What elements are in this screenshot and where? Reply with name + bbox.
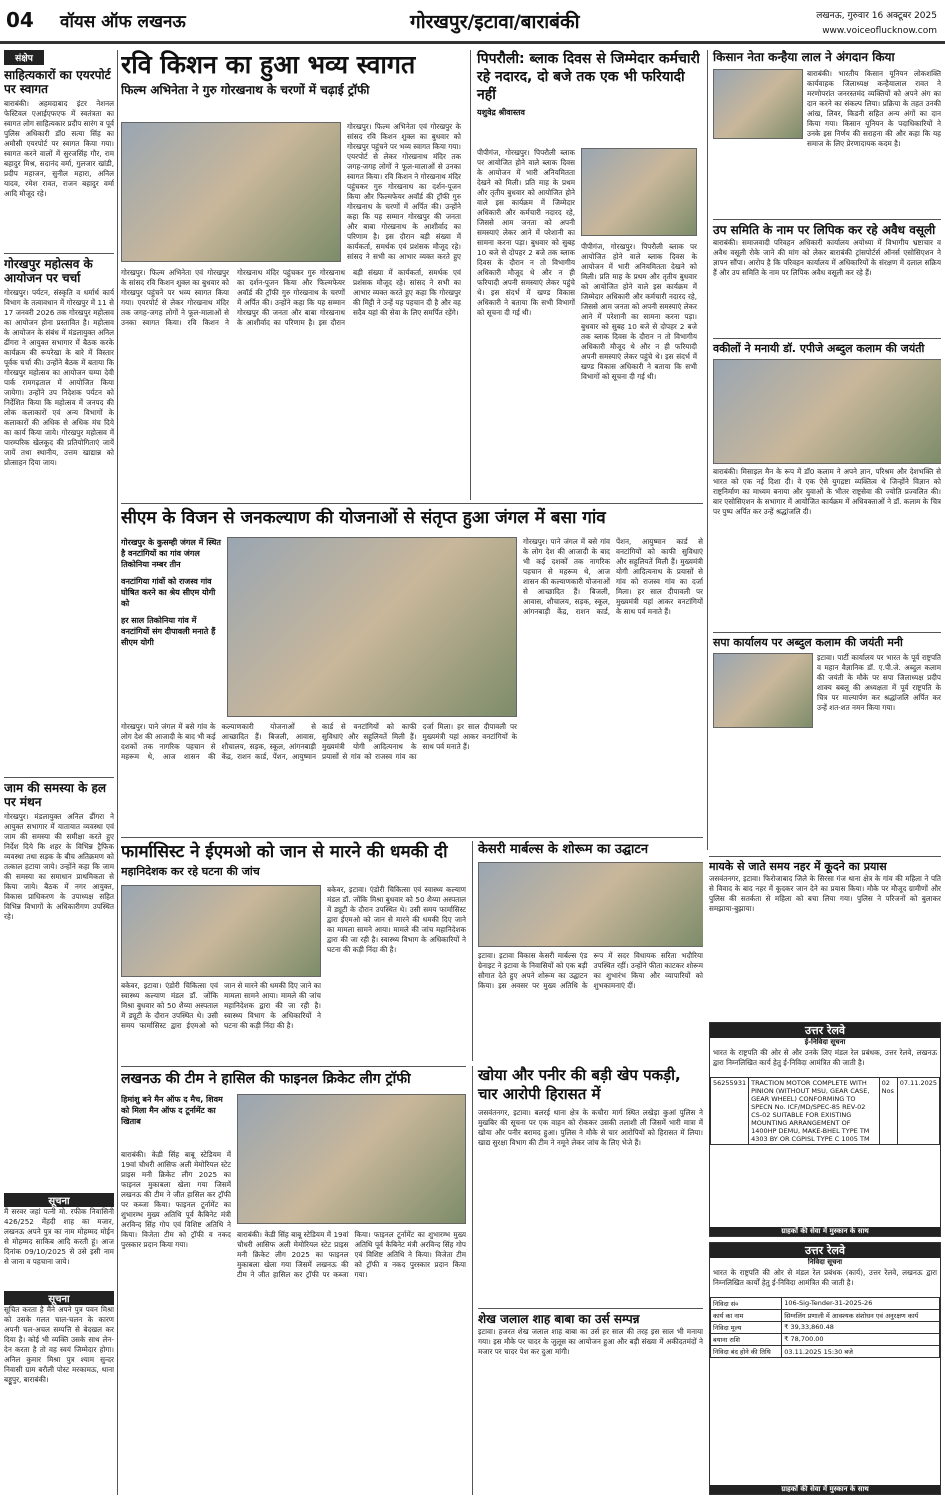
railway-2-table [710, 1297, 940, 1358]
railway-1-sub: ई-निविदा सूचना [804, 1038, 846, 1046]
notice-2-body: सूचित करता है मैंने अपने पुत्र पवन मिश्रा को उसके गलत चाल-चलन के कारण अपनी चल-अचल सम्पत्ति से बेदखल कर दिया है। कोई भी व्यक्ति उसके साथ लेन-देन करता है तो वह स्वयं जिम्मेदार होगा। अनिल कुमार मिश्रा पुत्र श्याम सुन्दर निवासी ग्राम बरौली पोस्ट मरकामऊ, थाना बड्डूपुर, बाराबंकी। [4, 1305, 114, 1384]
pharma-headline: फार्मासिस्ट ने ईएमओ को जान से मारने की धमकी दी [121, 842, 448, 862]
railway-2-sub: निविदा सूचना [807, 1258, 843, 1266]
pharma-body: बकेवर, इटावा। एंडोरी चिकित्सा एवं स्वास्थ्य कल्याण मंडल डॉ. जोंकि मिश्रा बुधवार को 50 शैय्या अस्पताल में ड्यूटी के दौरान उपस्थित थे। उसी समय फार्मासिस्ट द्वारा ईएमओ को जान से मारने की धमकी दिए जाने का मामला सामने आया। मामले की जांच महानिदेशक द्वारा की जा रही है। स्वास्थ्य विभाग के अधिकारियों ने घटना की कड़ी निंदा की है। [121, 981, 321, 1030]
urs-body: इटावा। हजरत शेख जलाल शाह बाबा का उर्स हर साल की तरह इस साल भी मनाया गया। इस मौके पर चादर के जुलूस का आयोजन हुआ और बड़ी संख्या में अकीदतमंदों ने मजार पर चादर पेश कर दुआ मांगी। [478, 1327, 703, 1356]
kisan-headline: किसान नेता कन्हैया लाल ने अंगदान किया [713, 50, 895, 64]
railway-2-head: उत्तर रेलवे [710, 1243, 940, 1258]
tender-desc: TRACTION MOTOR COMPLETE WITH PINION (WITHOUT MSU, GEAR CASE, GEAR WHEEL) CONFORMING TO SPECN No. ICF/MD/SPEC-85 REV-02 CS-02 SUITABLE FOR EXISTING MOUNTING ARRANGEMENT OF 1400HP DEMU, MAKE-BHEL TYPE TM 4303 BY OR CGPISL TYPE C 1005 TM [749, 1078, 880, 1145]
issue-date: लखनऊ, गुरुवार 16 अक्टूबर 2025 [816, 11, 937, 21]
sapa2-body: इटावा। पार्टी कार्यालय पर भारत के पूर्व राष्ट्रपति व महान वैज्ञानिक डॉ. ए.पी.जे. अब्दुल कलाम की जयंती के मौके पर सपा जिलाध्यक्ष प्रदीप शाक्य बबलू की अध्यक्षता में पूर्व राष्ट्रपति के चित्र पर माल्यार्पण कर श्रद्धांजलि अर्पित कर उन्हें शत-शत नमन किया गया। [817, 653, 941, 712]
kalam-body: बाराबंकी। मिसाइल मैन के रूप में डॉ0 कलाम ने अपने ज्ञान, परिश्रम और देशभक्ति से भारत को एक नई दिशा दी। वे एक ऐसे युगद्रष्टा व्यक्तित्व थे जिन्होंने विज्ञान को राष्ट्रनिर्माण का माध्यम बनाया और युवाओं के भीतर राष्ट्रसेवा की ज्योति प्रज्वलित की। बार एसोसिएशन के सभागार में आयोजित कार्यक्रम में अधिवक्ताओं ने डॉ. कलाम के चित्र पर पुष्प अर्पित कर उन्हें श्रद्धांजलि दी। [713, 467, 941, 516]
edition-title: गोरखपुर/इटावा/बाराबंकी [410, 11, 580, 33]
row-value: 106-Sig-Tender-31-2025-26 [782, 1298, 940, 1310]
cm-bullet-1: गोरखपुर के कुसम्ही जंगल में स्थित है वनटांगियों का गांव जंगल तिकोनिया नम्बर तीन [121, 538, 221, 569]
ravi-photo [121, 122, 341, 262]
kudne-body: जसवंतनगर, इटावा। फिरोजाबाद जिले के सिरसा गंज थाना क्षेत्र के गांव की महिला ने पति से विवाद के बाद नहर में कूदकर जान देने का प्रयास किया। मौके पर मौजूद ग्रामीणों और पुलिस की सतर्कता से महिला को बचा लिया गया। पुलिस ने परिजनों को बुलाकर समझाया-बुझाया। [709, 874, 941, 913]
website-link[interactable]: www.voiceoflucknow.com [822, 26, 937, 36]
ravi-body-top: गोरखपुर। फिल्म अभिनेता एवं गोरखपुर के सांसद रवि किशन शुक्ल का बुधवार को गोरखपुर पहुंचने पर भव्य स्वागत किया गया। एयरपोर्ट से लेकर गोरखनाथ मंदिर तक जगह-जगह लोगों ने फूल-मालाओं से उनका स्वागत किया। रवि किशन ने गोरखनाथ मंदिर पहुंचकर गुरु गोरखनाथ का दर्शन-पूजन किया और फिल्मफेयर अवॉर्ड की ट्रॉफी गुरु गोरखनाथ के चरणों में अर्पित की। उन्होंने कहा कि यह सम्मान गोरखपुर की जनता और बाबा गोरखनाथ के आशीर्वाद का परिणाम है। इस दौरान बड़ी संख्या में कार्यकर्ता, समर्थक एवं प्रशंसक मौजूद रहे। सांसद ने सभी का आभार व्यक्त करते हुए [347, 122, 461, 261]
pharma-story [121, 841, 466, 1061]
cm-story [121, 507, 703, 832]
cm-headline: सीएम के विजन से जनकल्याण की योजनाओं से संतृप्त हुआ जंगल में बसा गांव [121, 508, 606, 528]
cm-body-right: गोरखपुर। पाने जंगल में बसे गांव के लोग देश की आजादी के बाद भी कई दशकों तक नागरिक पहचान से महरूम थे, आज शासन की कल्याणकारी योजनाओं से आच्छादित हैं। बिजली, आवास, शौचालय, सड़क, स्कूल, आंगनबाड़ी केंद्र, राशन कार्ड, पेंशन, आयुष्मान कार्ड से वनटांगियों को काफी सुविधाएं और सहूलियतें मिली हैं। मुख्यमंत्री योगी आदित्यनाथ के प्रयासों से गांव को राजस्व गांव का दर्जा मिला। हर साल दीपावली पर मुख्यमंत्री यहां आकर वनटांगियों के साथ पर्व मनाते हैं। [523, 537, 703, 616]
kisan-photo [713, 69, 803, 139]
table-row [711, 1334, 940, 1346]
row-key: कार्य का नाम [711, 1310, 782, 1322]
kudne-story [709, 856, 941, 1016]
khoya-story [472, 1066, 703, 1495]
pharma-subhead: महानिदेशक कर रहे घटना की जांच [121, 865, 260, 878]
row-key: बयाना राशि [711, 1334, 782, 1346]
cm-photo [227, 537, 517, 717]
cricket-body: बाराबंकी। केडी सिंह बाबू स्टेडियम में 19वां चौधरी आसिफ अली मेमोरियल स्टेट प्राइस मनी क्रिकेट लीग 2025 का फाइनल मुकाबला खेला गया जिसमें लखनऊ की टीम ने जीत हासिल कर ट्रॉफी पर कब्जा किया। फाइनल टूर्नामेंट का शुभारम्भ मुख्य अतिथि पूर्व कैबिनेट मंत्री अरविन्द सिंह गोप एवं विशिष्ट अतिथि ने किया। विजेता टीम को ट्रॉफी व नकद पुरस्कार प्रदान किया गया। [237, 1230, 466, 1279]
railway-1-intro: भारत के राष्ट्रपति की ओर से और उनके लिए मंडल रेल प्रबंधक, उत्तर रेलवे, लखनऊ द्वारा निम्नलिखित कार्य हेतु ई-निविदा आमंत्रित की जाती है। [713, 1048, 937, 1067]
cm-body: गोरखपुर। पाने जंगल में बसे गांव के लोग देश की आजादी के बाद भी कई दशकों तक नागरिक पहचान से महरूम थे, आज शासन की कल्याणकारी योजनाओं से आच्छादित हैं। बिजली, आवास, शौचालय, सड़क, स्कूल, आंगनबाड़ी केंद्र, राशन कार्ड, पेंशन, आयुष्मान कार्ड से वनटांगियों को काफी सुविधाएं और सहूलियतें मिली हैं। मुख्यमंत्री योगी आदित्यनाथ के प्रयासों से गांव को राजस्व गांव का दर्जा मिला। हर साल दीपावली पर मुख्यमंत्री यहां आकर वनटांगियों के साथ पर्व मनाते हैं। [121, 722, 517, 761]
notice-2-heading: सूचना [4, 1291, 114, 1305]
ravi-body: गोरखपुर। फिल्म अभिनेता एवं गोरखपुर के सांसद रवि किशन शुक्ल का बुधवार को गोरखपुर पहुंचने पर भव्य स्वागत किया गया। एयरपोर्ट से लेकर गोरखनाथ मंदिर तक जगह-जगह लोगों ने फूल-मालाओं से उनका स्वागत किया। रवि किशन ने गोरखनाथ मंदिर पहुंचकर गुरु गोरखनाथ का दर्शन-पूजन किया और फिल्मफेयर अवॉर्ड की ट्रॉफी गुरु गोरखनाथ के चरणों में अर्पित की। उन्होंने कहा कि यह सम्मान गोरखपुर की जनता और बाबा गोरखनाथ के आशीर्वाद का परिणाम है। इस दौरान बड़ी संख्या में कार्यकर्ता, समर्थक एवं प्रशंसक मौजूद रहे। सांसद ने सभी का आभार व्यक्त करते हुए कहा कि गोरखपुर की मिट्टी ने उन्हें यह पहचान दी है और वह सदैव यहां की सेवा के लिए समर्पित रहेंगे। [121, 268, 461, 327]
row-value: ₹ 78,700.00 [782, 1334, 940, 1346]
masthead [0, 0, 945, 44]
khoya-body: जसवंतनगर, इटावा। बलरई थाना क्षेत्र के कचौरा मार्ग स्थित लखेड़ा कुआं पुलिस ने मुखबिर की सूचना पर एक वाहन को रोककर उसकी तलाशी ली जिसमें भारी मात्रा में खोया और पनीर बरामद हुआ। पुलिस ने मौके से चार आरोपियों को हिरासत में लिया। खाद्य सुरक्षा विभाग की टीम ने नमूने लेकर जांच के लिए भेजे हैं। [478, 1108, 703, 1147]
brief-2-headline: गोरखपुर महोत्सव के आयोजन पर चर्चा [4, 253, 114, 285]
notice-1-heading: सूचना [4, 1193, 114, 1207]
brief-label: संक्षेप [4, 50, 44, 65]
cricket-photo [237, 1094, 466, 1224]
railway-2-intro: भारत के राष्ट्रपति की ओर से मंडल रेल प्रबंधक (कार्य), उत्तर रेलवे, लखनऊ द्वारा निम्नलिखित कार्यों हेतु ई-निविदा आमंत्रित की जाती है। [713, 1268, 937, 1287]
sapa-body: बाराबंकी। समाजवादी परिवहन अधिकारी कार्यालय अयोध्या में विभागीय भ्रष्टाचार व अवैध वसूली रोके जाने की मांग को लेकर बाराबंकी ट्रांसपोर्टर्स ऑनर्स एसोसिएशन ने ज्ञापन सौंपा। आरोप है कि परिवहन कार्यालय में अधिकारियों के संरक्षण में दलाल सक्रिय हैं और उप समिति के नाम पर लिपिक अवैध वसूली कर रहे हैं। [713, 238, 941, 277]
cm-bullet-3: हर साल तिकोनिया गांव में वनटांगियों संग दीपावली मनाते हैं सीएम योगी [121, 616, 216, 647]
column-rule [117, 50, 118, 1495]
row-key: निविदा सं० [711, 1298, 782, 1310]
page-number: 04 [6, 8, 34, 32]
row-key: निविदा मूल्य [711, 1322, 782, 1334]
kesari-body: इटावा। इटावा विकास केसरी मार्बल्स एंड ग्रेनाइट ने इटावा के निवासियों को एक बड़ी सौगात देते हुए अपने शोरूम का उद्घाटन किया। इस अवसर पर मुख्य अतिथि के रूप में सदर विधायक सरिता भदौरिया उपस्थित रहीं। उन्होंने फीता काटकर शोरूम का शुभारंभ किया और व्यापारियों को शुभकामनाएं दीं। [478, 951, 703, 990]
kalam-photo [713, 359, 941, 464]
ravi-headline: रवि किशन का हुआ भव्य स्वागत [121, 50, 416, 79]
pharma-body-right: बकेवर, इटावा। एंडोरी चिकित्सा एवं स्वास्थ्य कल्याण मंडल डॉ. जोंकि मिश्रा बुधवार को 50 शैय्या अस्पताल में ड्यूटी के दौरान उपस्थित थे। उसी समय फार्मासिस्ट द्वारा ईएमओ को जान से मारने की धमकी दिए जाने का मामला सामने आया। मामले की जांच महानिदेशक द्वारा की जा रही है। स्वास्थ्य विभाग के अधिकारियों ने घटना की कड़ी निंदा की है। [327, 885, 466, 954]
table-row [711, 1298, 940, 1310]
railway-2-footer: ग्राहकों की सेवा में मुस्कान के साथ [710, 1485, 940, 1494]
pipraich-photo [581, 148, 697, 236]
cricket-body-left: बाराबंकी। केडी सिंह बाबू स्टेडियम में 19वां चौधरी आसिफ अली मेमोरियल स्टेट प्राइस मनी क्रिकेट लीग 2025 का फाइनल मुकाबला खेला गया जिसमें लखनऊ की टीम ने जीत हासिल कर ट्रॉफी पर कब्जा किया। फाइनल टूर्नामेंट का शुभारम्भ मुख्य अतिथि पूर्व कैबिनेट मंत्री अरविन्द सिंह गोप एवं विशिष्ट अतिथि ने किया। विजेता टीम को ट्रॉफी व नकद पुरस्कार प्रदान किया गया। [121, 1150, 231, 1249]
railway-1-head: उत्तर रेलवे [710, 1023, 940, 1038]
railway-1-footer: ग्राहकों की सेवा में मुस्कान के साथ [710, 1227, 940, 1236]
kesari-headline: केसरी मार्बल्स के शोरूम का उद्घाटन [478, 842, 649, 857]
kisan-body: बाराबंकी। भारतीय किसान यूनियन लोकशक्ति कार्यवाहक जिलाध्यक्ष कन्हैयालाल रावत ने मरणोपरांत जनरस्तमंद व्यक्तियों को अपने अंग का दान करने का संकल्प लिया। प्रक्रिया के तहत उनकी आंख, लिवर, किडनी सहित अन्य अंगों का दान किया गया। किसान यूनियन के पदाधिकारियों ने उनके इस निर्णय की सराहना की और कहा कि यह समाज के लिए प्रेरणादायक कदम है। [807, 69, 941, 148]
cricket-headline: लखनऊ की टीम ने हासिल की फाइनल क्रिकेट लीग ट्रॉफी [121, 1071, 411, 1087]
ravi-kishan-story [121, 50, 461, 500]
kesari-story [472, 841, 703, 1061]
ravi-subhead: फिल्म अभिनेता ने गुरु गोरखनाथ के चरणों में चढ़ाई ट्रॉफी [121, 83, 370, 97]
left-column [4, 50, 114, 1495]
row-value: ₹ 39,33,860.48 [782, 1322, 940, 1334]
cricket-story [121, 1070, 466, 1495]
railway-ad-2 [709, 1242, 941, 1495]
sapa-headline: उप समिति के नाम पर लिपिक कर रहे अवैध वसूली [713, 219, 941, 238]
section-rule [121, 837, 703, 838]
cm-bullet-2: वनटांगिया गांवों को राजस्व गांव घोषित करने का श्रेय सीएम योगी को [121, 577, 216, 608]
cricket-bullet: हिमांशु बने मैन ऑफ द मैच, शिवम को मिला मैन ऑफ द टूर्नामेंट का खिताब [121, 1095, 223, 1126]
tender-date: 07.11.2025 [897, 1078, 939, 1145]
urs-headline: शेख जलाल शाह बाबा का उर्स सम्पन्न [478, 1308, 703, 1327]
pipraich-headline: पिपरौली: ब्लाक दिवस से जिम्मेदार कर्मचारी रहे नदारद, दो बजे तक एक भी फरियादी नहीं [477, 51, 700, 103]
section-rule [121, 503, 703, 504]
pharma-photo [121, 885, 321, 977]
table-row [711, 1322, 940, 1334]
notice-1-body: मैं सरवर जहां पत्नी मो. रफीक निवासिनी 426/252 मेंहदी शाह का मजार, लखनऊ अपने पुत्र का नाम मोहम्मद मोईन से मोहम्मद साकिब आदि करती हूं। आज दिनांक 09/10/2025 से उसे इसी नाम से जाना व पहचाना जाये। [4, 1207, 114, 1266]
table-row [711, 1346, 940, 1358]
kalam-headline: वकीलों ने मनायी डॉ. एपीजे अब्दुल कलाम की जयंती [713, 338, 941, 356]
brief-1-body: बाराबंकी। अहमदाबाद इंटर नेशनल फेस्टिवल एआईएफएफ में स्वतंत्रता का स्वागत लोग साहित्यकार प्रदीप सारंग व पूर्व पुलिस अधिकारी डॉ0 सत्या सिंह का अमौसी एयरपोर्ट पर स्वागत किया गया। स्वागत करने वालों में सुरजसिंह गौर, राम बहादुर मिश्र, सदानंद वर्मा, गुलजार खांडी, प्रदीप महाजन, सुनील महारा, अनिल यादव, रमेश रावत, राजन बहादुर वर्मा आदि मौजूद रहे। [4, 99, 114, 198]
brief-3-body: गोरखपुर। मंडलायुक्त अनिल ढींगरा ने आयुक्त सभागार में यातायात व्यवस्था एवं जाम की समस्या की समीक्षा करते हुए निर्देश दिये कि शहर के विभिन्न ट्रैफिक व्यवस्था तथा सड़क के बीच अतिक्रमण को तत्काल हटाया जाये। उन्होंने कहा कि जाम की समस्या का समाधान प्राथमिकता से किया जाये। बैठक में नगर आयुक्त, विकास प्राधिकरण के उपाध्यक्ष सहित विभिन्न विभागों के अधिकारीगण उपस्थित रहे। [4, 812, 114, 921]
right-column [707, 50, 941, 850]
tender-qty: 02 Nos [879, 1078, 897, 1145]
section-rule [121, 1066, 466, 1067]
railway-ad-1 [709, 1022, 941, 1237]
kesari-photo [478, 862, 703, 947]
row-key: निविदा बंद होने की तिथि [711, 1346, 782, 1358]
brief-1-headline: साहित्यकारों का एयरपोर्ट पर स्वागत [4, 68, 111, 96]
row-value: 03.11.2025 15:30 बजे [782, 1346, 940, 1358]
pipraich-body-left: पीपीगंज, गोरखपुर। पिपरौली ब्लाक पर आयोजित होने वाले ब्लाक दिवस के आयोजन में भारी अनियमितता देखने को मिली। प्रति माह के प्रथम और तृतीय बुधवार को आयोजित होने वाले इस कार्यक्रम में जिम्मेदार अधिकारी और कर्मचारी नदारद रहे, जिससे आम जनता को अपनी समस्याएं लेकर आने में परेशानी का सामना करना पड़ा। बुधवार को सुबह 10 बजे से दोपहर 2 बजे तक ब्लाक दिवस के दौरान न तो विभागीय अधिकारी मौजूद थे और न ही फरियादी अपनी समस्याएं लेकर पहुंचे थे। इस संदर्भ में खण्ड विकास अधिकारी ने बताया कि सभी विभागों को सूचना दी गई थी। [477, 148, 575, 317]
tender-no: 56255931 [711, 1078, 749, 1145]
row-value: सिग्नलिंग प्रणाली में आवश्यक संशोधन एवं अनुरक्षण कार्य [782, 1310, 940, 1322]
paper-title: वॉयस ऑफ लखनऊ [60, 12, 186, 32]
pipraich-story [470, 50, 700, 500]
sapa2-headline: सपा कार्यालय पर अब्दुल कलाम की जयंती मनी [713, 632, 941, 650]
kudne-headline: मायके से जाते समय नहर में कूदने का प्रयास [709, 860, 887, 873]
pipraich-body-right: पीपीगंज, गोरखपुर। पिपरौली ब्लाक पर आयोजित होने वाले ब्लाक दिवस के आयोजन में भारी अनियमितता देखने को मिली। प्रति माह के प्रथम और तृतीय बुधवार को आयोजित होने वाले इस कार्यक्रम में जिम्मेदार अधिकारी और कर्मचारी नदारद रहे, जिससे आम जनता को अपनी समस्याएं लेकर आने में परेशानी का सामना करना पड़ा। बुधवार को सुबह 10 बजे से दोपहर 2 बजे तक ब्लाक दिवस के दौरान न तो विभागीय अधिकारी मौजूद थे और न ही फरियादी अपनी समस्याएं लेकर पहुंचे थे। इस संदर्भ में खण्ड विकास अधिकारी ने बताया कि सभी विभागों को सूचना दी गई थी। [581, 242, 697, 381]
cm-bullets [121, 537, 221, 648]
pipraich-byline: यशुवेद्र श्रीवास्तव [477, 108, 525, 117]
railway-1-table [710, 1077, 940, 1145]
sapa2-photo [713, 653, 813, 728]
table-row [711, 1310, 940, 1322]
brief-3-headline: जाम की समस्या के हल पर मंथन [4, 777, 114, 809]
khoya-headline: खोया और पनीर की बड़ी खेप पकड़ी, चार आरोपी हिरासत में [478, 1066, 681, 1103]
brief-2-body: गोरखपुर। पर्यटन, संस्कृति व धर्मार्थ कार्य विभाग के तत्वावधान में गोरखपुर में 11 से 17 जनवरी 2026 तक गोरखपुर महोत्सव का आयोजन होना प्रस्तावित है। महोत्सव के आयोजन के संबंध में मंडलायुक्त अनिल ढींगरा ने आयुक्त सभागार में बैठक करके कार्यक्रम की रूपरेखा के बारे में विस्तार पूर्वक चर्चा की। उन्होंने बैठक में बताया कि गोरखपुर महोत्सव का आयोजन चम्पा देवी पार्क रामगढ़ताल में आयोजित किया जायेगा। उन्होंने उप निदेशक पर्यटन को निर्देशित किया कि महोत्सव में जनपद की लोक कलाकारों एवं अन्य विभागों के कलाकारों की अधिक से अधिक मंच दिये का कार्य किया जाये। गोरखपुर महोत्सव में पारम्परिक खेलकूद की प्रतियोगिताएं जायें जायें तथा स्थानीय, उत्तम खाद्यान्न को प्रोत्साहन दिया जाय। [4, 288, 114, 467]
